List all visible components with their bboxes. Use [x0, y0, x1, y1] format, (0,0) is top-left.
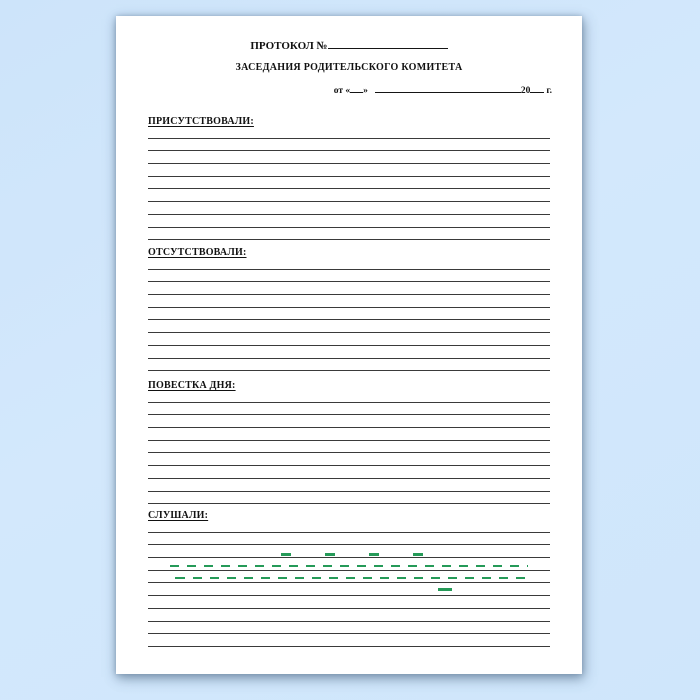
- ruled-line: [148, 533, 550, 546]
- ruled-line: [148, 403, 550, 416]
- ruled-line: [148, 189, 550, 202]
- document-title-row: [116, 40, 582, 52]
- ruled-line: [148, 622, 550, 635]
- document-title: ПРОТОКОЛ №: [250, 40, 328, 52]
- date-line: [334, 84, 552, 96]
- ruled-line: [148, 215, 550, 228]
- date-year-blank: [530, 84, 544, 93]
- date-close-quote: »: [363, 86, 368, 96]
- date-prefix: от «: [333, 86, 351, 96]
- ruled-line: [148, 295, 550, 308]
- protocol-number-blank: [328, 40, 448, 49]
- document-page: [116, 16, 582, 674]
- ruled-line: [148, 282, 550, 295]
- ruled-line: [148, 466, 550, 479]
- section-agenda: [148, 380, 550, 504]
- ruled-line: [148, 428, 550, 441]
- date-month-blank: [375, 84, 521, 93]
- watermark-row: [170, 565, 528, 568]
- watermark-row: [170, 577, 528, 580]
- ruled-line: [148, 359, 550, 372]
- ruled-line: [148, 270, 550, 283]
- section-heading-absent: ОТСУТСТВОВАЛИ:: [148, 247, 247, 258]
- ruled-line: [148, 415, 550, 428]
- ruled-line: [148, 492, 550, 505]
- ruled-line: [148, 596, 550, 609]
- ruled-line: [148, 164, 550, 177]
- ruled-line: [148, 520, 550, 533]
- ruled-lines: [148, 126, 550, 240]
- date-year-prefix: 20: [520, 86, 531, 96]
- ruled-line: [148, 308, 550, 321]
- ruled-line: [148, 151, 550, 164]
- ruled-line: [148, 320, 550, 333]
- ruled-line: [148, 202, 550, 215]
- ruled-line: [148, 228, 550, 241]
- ruled-line: [148, 453, 550, 466]
- section-heading-present: ПРИСУТСТВОВАЛИ:: [148, 116, 254, 127]
- section-absent: [148, 247, 550, 371]
- section-present: [148, 116, 550, 240]
- ruled-line: [148, 609, 550, 622]
- section-heading-agenda: ПОВЕСТКА ДНЯ:: [148, 380, 236, 391]
- section-heading-heard: СЛУШАЛИ:: [148, 510, 209, 521]
- ruled-line: [148, 346, 550, 359]
- ruled-lines: [148, 520, 550, 647]
- ruled-lines: [148, 257, 550, 371]
- ruled-line: [148, 139, 550, 152]
- ruled-line: [148, 634, 550, 647]
- watermark-row: [281, 553, 456, 556]
- date-day-blank: [350, 84, 363, 93]
- watermark-row: [438, 588, 474, 591]
- date-suffix: г.: [546, 86, 552, 96]
- ruled-lines: [148, 390, 550, 504]
- ruled-line: [148, 545, 550, 558]
- ruled-line: [148, 583, 550, 596]
- ruled-line: [148, 333, 550, 346]
- ruled-line: [148, 441, 550, 454]
- ruled-line: [148, 177, 550, 190]
- document-subtitle: ЗАСЕДАНИЯ РОДИТЕЛЬСКОГО КОМИТЕТА: [235, 62, 463, 73]
- ruled-line: [148, 479, 550, 492]
